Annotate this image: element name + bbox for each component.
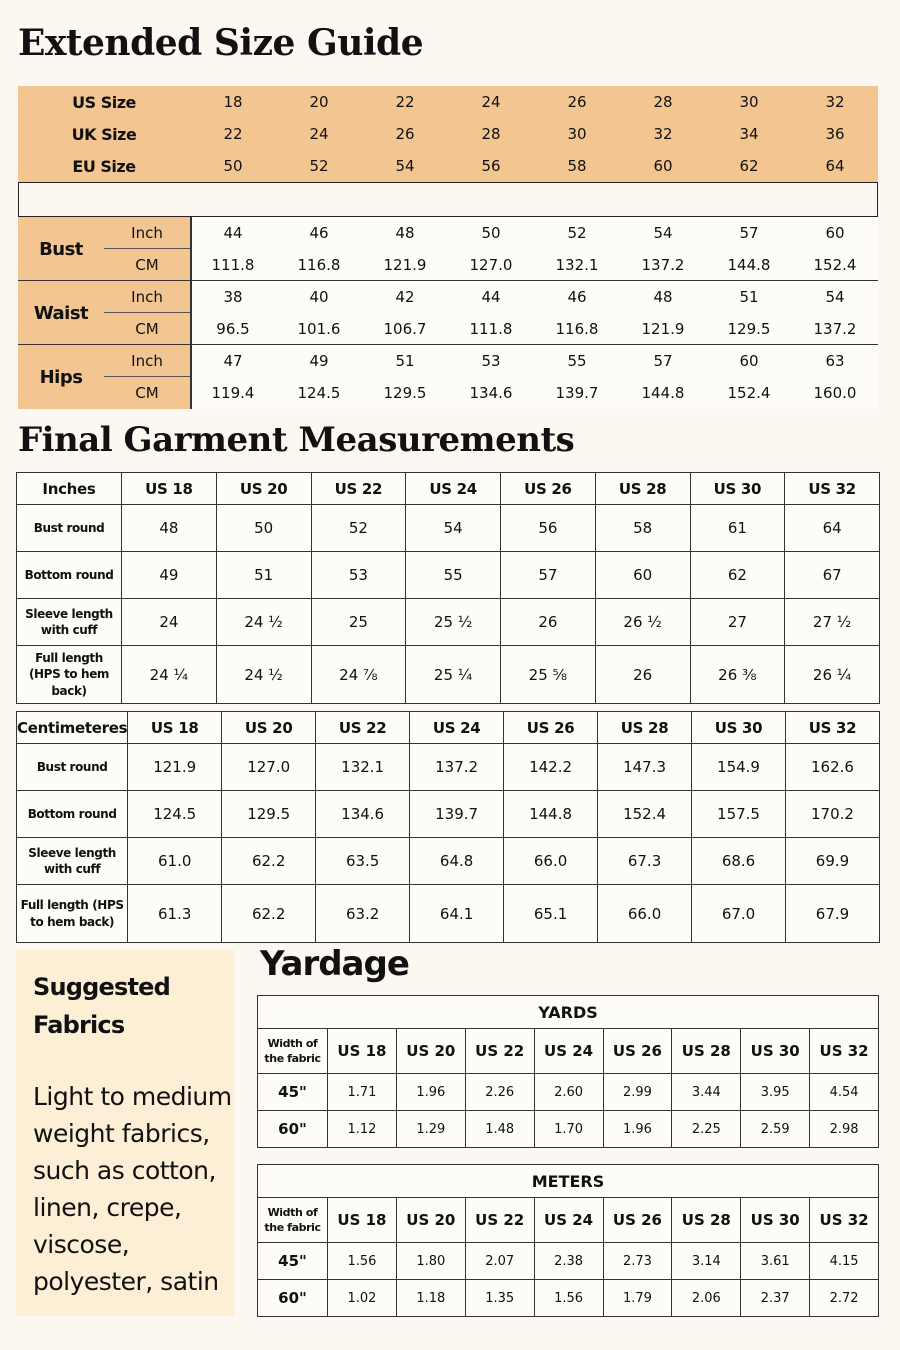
unit-label-inch: Inch (104, 281, 190, 313)
measurement-value: 24 ½ (216, 599, 311, 646)
size-header: US 30 (741, 1198, 810, 1243)
measurement-value: 64 (785, 505, 880, 552)
yardage-value: 2.72 (810, 1280, 879, 1317)
measurement-value: 26 (501, 599, 596, 646)
inch-value: 60 (739, 352, 759, 370)
unit-label-cm: CM (104, 377, 190, 409)
size-value: 30 (567, 125, 587, 143)
measurement-value: 52 (311, 505, 406, 552)
yardage-value: 2.06 (672, 1280, 741, 1317)
cm-value: 116.8 (555, 320, 599, 338)
measurement-value: 25 ⅝ (501, 646, 596, 704)
table-row (17, 552, 880, 599)
inch-value: 54 (653, 224, 673, 242)
fabric-width: 60" (258, 1280, 328, 1317)
yardage-value: 1.12 (328, 1111, 397, 1148)
cm-value: 139.7 (555, 384, 599, 402)
measurement-value: 27 ½ (785, 599, 880, 646)
size-header: US 20 (396, 1198, 465, 1243)
measurement-value: 124.5 (128, 791, 222, 838)
yardage-value: 2.38 (534, 1243, 603, 1280)
inch-value: 44 (481, 288, 501, 306)
size-value: 32 (653, 125, 673, 143)
corner-cell: Centimeteres (17, 712, 128, 744)
yardage-value: 2.25 (672, 1111, 741, 1148)
corner-cell: Inches (17, 473, 122, 505)
measurement-value: 67.0 (692, 885, 786, 943)
garment-inches-table (16, 472, 880, 704)
inch-value: 49 (309, 352, 329, 370)
size-header: US 28 (598, 712, 692, 744)
inch-value: 54 (825, 288, 845, 306)
measurement-value: 54 (406, 505, 501, 552)
size-guide-divider-row (18, 182, 878, 217)
cm-value: 106.7 (383, 320, 427, 338)
corner-cell: Width of the fabric (258, 1198, 328, 1243)
cm-value: 152.4 (727, 384, 771, 402)
cm-value: 137.2 (813, 320, 857, 338)
measurement-value: 56 (501, 505, 596, 552)
size-header: US 26 (603, 1029, 672, 1074)
table-header-row (258, 1029, 879, 1074)
size-value: 24 (481, 93, 501, 111)
size-guide-table (18, 86, 878, 410)
measurement-value: 152.4 (598, 791, 692, 838)
size-header: US 22 (465, 1198, 534, 1243)
size-header: US 20 (396, 1029, 465, 1074)
cm-value: 111.8 (469, 320, 513, 338)
table-row (17, 599, 880, 646)
yardage-value: 1.18 (396, 1280, 465, 1317)
inch-value: 52 (567, 224, 587, 242)
size-header: US 24 (534, 1198, 603, 1243)
yardage-value: 3.14 (672, 1243, 741, 1280)
measurement-value: 67 (785, 552, 880, 599)
inch-value: 48 (653, 288, 673, 306)
size-header: US 32 (785, 473, 880, 505)
yardage-value: 1.71 (328, 1074, 397, 1111)
measurement-value: 51 (216, 552, 311, 599)
yardage-value: 4.54 (810, 1074, 879, 1111)
yardage-value: 1.80 (396, 1243, 465, 1280)
measurement-value: 129.5 (222, 791, 316, 838)
size-value: 22 (223, 125, 243, 143)
measurement-value: 26 ½ (595, 599, 690, 646)
unit-label-inch: Inch (104, 345, 190, 377)
measurement-value: 25 ½ (406, 599, 501, 646)
size-value: 26 (395, 125, 415, 143)
cm-value: 152.4 (813, 256, 857, 274)
size-header: US 18 (328, 1198, 397, 1243)
suggested-fabrics-text: Light to medium weight fabrics, such as cotton, linen, crepe, viscose, polyester, satin (33, 1082, 232, 1296)
inch-value: 46 (309, 224, 329, 242)
cm-values-row (190, 313, 878, 345)
inch-value: 55 (567, 352, 587, 370)
size-header: US 24 (406, 473, 501, 505)
inch-value: 38 (223, 288, 243, 306)
measurement-value: 67.9 (786, 885, 880, 943)
measurement-value: 24 ¼ (122, 646, 217, 704)
cm-value: 101.6 (297, 320, 341, 338)
size-value: 26 (567, 93, 587, 111)
measurement-value: 49 (122, 552, 217, 599)
fabric-width: 45" (258, 1243, 328, 1280)
cm-value: 127.0 (469, 256, 513, 274)
size-value: 52 (309, 157, 329, 175)
table-row (258, 1280, 879, 1317)
measure-block-waist (18, 281, 878, 345)
row-label: Bust round (17, 744, 128, 791)
size-header: US 22 (311, 473, 406, 505)
yardage-value: 1.48 (465, 1111, 534, 1148)
cm-values-row (190, 377, 878, 409)
yardage-value: 1.56 (328, 1243, 397, 1280)
measurement-value: 24 ½ (216, 646, 311, 704)
size-header: US 26 (504, 712, 598, 744)
table-header-row (17, 473, 880, 505)
garment-title: Final Garment Measurements (18, 420, 575, 460)
measurement-value: 67.3 (598, 838, 692, 885)
cm-value: 96.5 (216, 320, 250, 338)
cm-value: 121.9 (383, 256, 427, 274)
yardage-value: 1.29 (396, 1111, 465, 1148)
row-label: Full length (HPS to hem back) (17, 885, 128, 943)
row-label: Bust round (17, 505, 122, 552)
yardage-value: 1.35 (465, 1280, 534, 1317)
yardage-value: 2.98 (810, 1111, 879, 1148)
size-system-label: UK Size (71, 124, 137, 144)
size-header: US 32 (786, 712, 880, 744)
yardage-meters-table (257, 1164, 879, 1317)
yardage-value: 1.96 (603, 1111, 672, 1148)
size-header: US 20 (222, 712, 316, 744)
cm-value: 111.8 (211, 256, 255, 274)
size-value: 50 (223, 157, 243, 175)
inch-value: 57 (653, 352, 673, 370)
size-value: 34 (739, 125, 759, 143)
column-divider (190, 345, 192, 409)
size-header: US 32 (810, 1029, 879, 1074)
size-value: 54 (395, 157, 415, 175)
size-header: US 18 (128, 712, 222, 744)
size-value: 32 (825, 93, 845, 111)
yardage-value: 1.02 (328, 1280, 397, 1317)
size-header: US 26 (603, 1198, 672, 1243)
yardage-value: 1.70 (534, 1111, 603, 1148)
size-header: US 26 (501, 473, 596, 505)
inch-value: 50 (481, 224, 501, 242)
cm-value: 119.4 (211, 384, 255, 402)
cm-value: 124.5 (297, 384, 341, 402)
cm-values-row (190, 249, 878, 281)
measurement-value: 25 ¼ (406, 646, 501, 704)
yardage-value: 2.60 (534, 1074, 603, 1111)
measurement-value: 48 (122, 505, 217, 552)
measurement-value: 27 (690, 599, 785, 646)
measurement-value: 61.0 (128, 838, 222, 885)
table-row (17, 744, 880, 791)
table-header-row (258, 1198, 879, 1243)
measurement-value: 66.0 (504, 838, 598, 885)
size-guide-title: Extended Size Guide (18, 22, 424, 64)
size-value: 28 (653, 93, 673, 111)
measurement-value: 68.6 (692, 838, 786, 885)
measurement-value: 50 (216, 505, 311, 552)
size-value: 60 (653, 157, 673, 175)
measurement-value: 137.2 (410, 744, 504, 791)
corner-cell: Width of the fabric (258, 1029, 328, 1074)
size-header: US 30 (690, 473, 785, 505)
yardage-value: 2.26 (465, 1074, 534, 1111)
cm-value: 144.8 (727, 256, 771, 274)
measurement-value: 69.9 (786, 838, 880, 885)
table-row (17, 646, 880, 704)
measurement-value: 65.1 (504, 885, 598, 943)
size-value: 30 (739, 93, 759, 111)
size-header: US 24 (410, 712, 504, 744)
measurement-value: 61.3 (128, 885, 222, 943)
measurement-value: 62.2 (222, 885, 316, 943)
yardage-value: 2.59 (741, 1111, 810, 1148)
size-system-label: US Size (72, 92, 136, 112)
table-row (17, 791, 880, 838)
caption-row (258, 1165, 879, 1198)
yardage-value: 2.73 (603, 1243, 672, 1280)
size-header: US 24 (534, 1029, 603, 1074)
size-header: US 28 (595, 473, 690, 505)
row-label: Full length (HPS to hem back) (17, 646, 122, 704)
inch-value: 60 (825, 224, 845, 242)
measurement-value: 64.8 (410, 838, 504, 885)
row-label: Bottom round (17, 552, 122, 599)
measurement-value: 26 (595, 646, 690, 704)
inch-value: 48 (395, 224, 415, 242)
yardage-value: 1.56 (534, 1280, 603, 1317)
measurement-value: 127.0 (222, 744, 316, 791)
inch-values-row (190, 345, 878, 377)
size-header: US 28 (672, 1029, 741, 1074)
size-header-row (18, 150, 878, 182)
size-header-row (18, 86, 878, 118)
measurement-value: 139.7 (410, 791, 504, 838)
inch-value: 51 (739, 288, 759, 306)
table-caption: METERS (258, 1165, 879, 1198)
size-header: US 30 (692, 712, 786, 744)
cm-value: 129.5 (383, 384, 427, 402)
measurement-value: 121.9 (128, 744, 222, 791)
measurement-value: 62 (690, 552, 785, 599)
yardage-value: 2.07 (465, 1243, 534, 1280)
measurement-value: 62.2 (222, 838, 316, 885)
size-header: US 22 (465, 1029, 534, 1074)
size-header: US 32 (810, 1198, 879, 1243)
inch-value: 51 (395, 352, 415, 370)
garment-cm-table (16, 711, 880, 943)
measurement-value: 144.8 (504, 791, 598, 838)
measure-label: Waist (18, 281, 104, 345)
measurement-value: 157.5 (692, 791, 786, 838)
yardage-value: 1.79 (603, 1280, 672, 1317)
inch-value: 57 (739, 224, 759, 242)
yardage-value: 2.37 (741, 1280, 810, 1317)
size-value: 36 (825, 125, 845, 143)
unit-label-cm: CM (104, 249, 190, 281)
unit-label-inch: Inch (104, 217, 190, 249)
cm-value: 132.1 (555, 256, 599, 274)
inch-value: 47 (223, 352, 243, 370)
measurement-value: 24 ⅞ (311, 646, 406, 704)
table-row (258, 1111, 879, 1148)
yardage-value: 3.44 (672, 1074, 741, 1111)
size-value: 64 (825, 157, 845, 175)
measurement-value: 53 (311, 552, 406, 599)
measurement-value: 66.0 (598, 885, 692, 943)
size-value: 56 (481, 157, 501, 175)
measurement-value: 60 (595, 552, 690, 599)
caption-row (258, 996, 879, 1029)
column-divider (190, 217, 192, 281)
row-label: Sleeve length with cuff (17, 838, 128, 885)
measure-block-hips (18, 345, 878, 409)
measurement-value: 25 (311, 599, 406, 646)
table-row (17, 838, 880, 885)
size-header: US 18 (328, 1029, 397, 1074)
yardage-value: 3.61 (741, 1243, 810, 1280)
inch-value: 63 (825, 352, 845, 370)
inch-value: 40 (309, 288, 329, 306)
yardage-title: Yardage (260, 944, 409, 984)
table-caption: YARDS (258, 996, 879, 1029)
size-value: 62 (739, 157, 759, 175)
measure-block-bust (18, 217, 878, 281)
inch-value: 42 (395, 288, 415, 306)
table-row (258, 1074, 879, 1111)
cm-value: 129.5 (727, 320, 771, 338)
measurement-value: 142.2 (504, 744, 598, 791)
table-row (258, 1243, 879, 1280)
row-label: Bottom round (17, 791, 128, 838)
measurement-value: 63.2 (316, 885, 410, 943)
size-value: 18 (223, 93, 243, 111)
size-value: 22 (395, 93, 415, 111)
cm-value: 134.6 (469, 384, 513, 402)
suggested-fabrics-title: Suggested Fabrics (33, 973, 171, 1039)
cm-value: 121.9 (641, 320, 685, 338)
measurement-value: 61 (690, 505, 785, 552)
fabric-width: 45" (258, 1074, 328, 1111)
measure-label: Hips (18, 345, 104, 409)
size-header: US 18 (122, 473, 217, 505)
size-system-label: EU Size (72, 156, 136, 176)
measurement-value: 63.5 (316, 838, 410, 885)
column-divider (190, 281, 192, 345)
size-header-row (18, 118, 878, 150)
size-value: 20 (309, 93, 329, 111)
table-row (17, 885, 880, 943)
size-value: 24 (309, 125, 329, 143)
cm-value: 137.2 (641, 256, 685, 274)
measurement-value: 24 (122, 599, 217, 646)
yardage-yards-table (257, 995, 879, 1148)
inch-value: 44 (223, 224, 243, 242)
measurement-value: 132.1 (316, 744, 410, 791)
row-label: Sleeve length with cuff (17, 599, 122, 646)
inch-value: 53 (481, 352, 501, 370)
fabric-width: 60" (258, 1111, 328, 1148)
measurement-value: 55 (406, 552, 501, 599)
measurement-value: 170.2 (786, 791, 880, 838)
measurement-value: 154.9 (692, 744, 786, 791)
measurement-value: 64.1 (410, 885, 504, 943)
table-row (17, 505, 880, 552)
cm-value: 116.8 (297, 256, 341, 274)
size-value: 28 (481, 125, 501, 143)
size-value: 58 (567, 157, 587, 175)
measurement-value: 26 ⅜ (690, 646, 785, 704)
table-header-row (17, 712, 880, 744)
size-header: US 20 (216, 473, 311, 505)
yardage-value: 4.15 (810, 1243, 879, 1280)
size-header: US 30 (741, 1029, 810, 1074)
measure-label: Bust (18, 217, 104, 281)
measurement-value: 57 (501, 552, 596, 599)
suggested-fabrics-box (16, 950, 234, 1316)
inch-values-row (190, 281, 878, 313)
unit-label-cm: CM (104, 313, 190, 345)
cm-value: 144.8 (641, 384, 685, 402)
size-header: US 28 (672, 1198, 741, 1243)
cm-value: 160.0 (813, 384, 857, 402)
inch-value: 46 (567, 288, 587, 306)
yardage-value: 1.96 (396, 1074, 465, 1111)
measurement-value: 162.6 (786, 744, 880, 791)
inch-values-row (190, 217, 878, 249)
measurement-value: 147.3 (598, 744, 692, 791)
yardage-value: 2.99 (603, 1074, 672, 1111)
size-header: US 22 (316, 712, 410, 744)
yardage-value: 3.95 (741, 1074, 810, 1111)
measurement-value: 58 (595, 505, 690, 552)
measurement-value: 134.6 (316, 791, 410, 838)
measurement-value: 26 ¼ (785, 646, 880, 704)
